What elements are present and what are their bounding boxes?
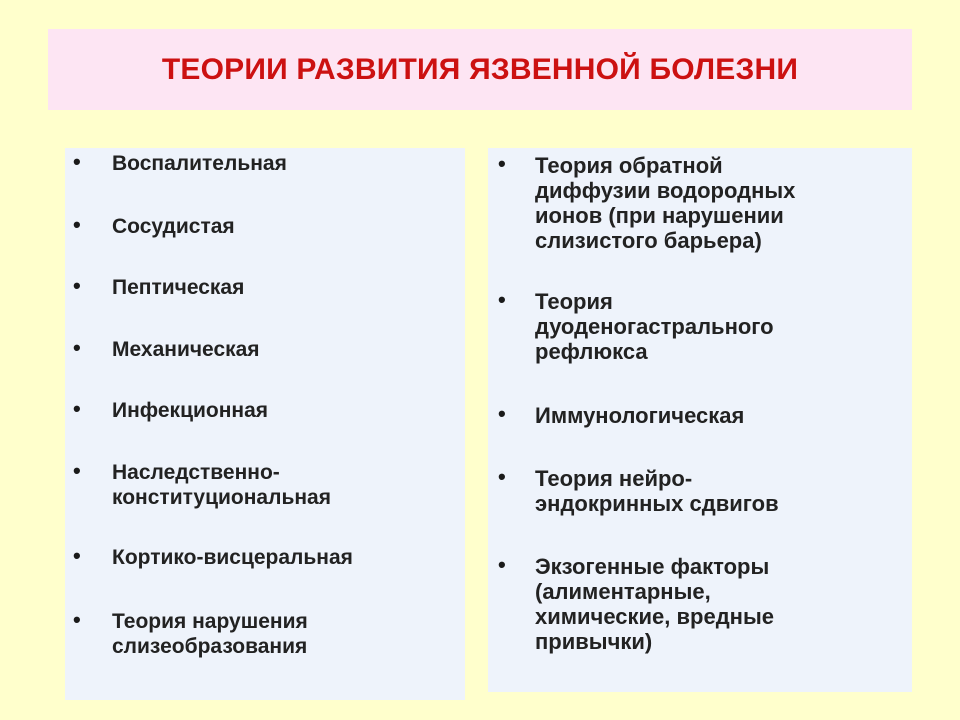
list-item-text: диффузии водородных [535, 178, 796, 203]
list-item-text: дуоденогастрального [535, 314, 774, 339]
bullet-icon: • [73, 396, 81, 421]
list-item-text: Экзогенные факторы [535, 554, 770, 579]
bullet-icon: • [498, 401, 506, 426]
list-item-text: ионов (при нарушении [535, 203, 784, 228]
bullet-icon: • [73, 543, 81, 568]
list-item-text: (алиментарные, [535, 579, 711, 604]
list-item-text: Воспалительная [112, 152, 287, 175]
list-item-text: Теория [535, 289, 613, 314]
bullet-icon: • [73, 273, 81, 298]
bullet-icon: • [73, 212, 81, 237]
list-item-text: Пептическая [112, 276, 245, 299]
list-item-text: Теория обратной [535, 153, 723, 178]
list-item-text: Кортико-висцеральная [112, 546, 353, 569]
list-item-text: Иммунологическая [535, 403, 745, 428]
bullet-icon: • [498, 552, 506, 577]
bullet-icon: • [73, 335, 81, 360]
list-item-text: слизеобразования [112, 635, 308, 658]
list-item-text: привычки) [535, 629, 653, 654]
title-banner [48, 29, 912, 110]
bullet-icon: • [498, 287, 506, 312]
list-item-text: конституциональная [112, 486, 331, 509]
list-item-text: химические, вредные [535, 604, 774, 629]
bullet-icon: • [73, 149, 81, 174]
left-theories-panel [65, 148, 465, 700]
list-item-text: Теория нарушения [112, 610, 308, 633]
bullet-icon: • [73, 607, 81, 632]
list-item-text: Наследственно- [112, 461, 280, 484]
list-item-text: Теория нейро- [535, 466, 693, 491]
bullet-icon: • [498, 464, 506, 489]
list-item-text: слизистого барьера) [535, 228, 762, 253]
list-item-text: Сосудистая [112, 215, 235, 238]
list-item-text: рефлюкса [535, 339, 648, 364]
slide-title: ТЕОРИИ РАЗВИТИЯ ЯЗВЕННОЙ БОЛЕЗНИ [161, 52, 799, 86]
list-item-text: Инфекционная [112, 399, 269, 422]
bullet-icon: • [498, 151, 506, 176]
list-item-text: эндокринных сдвигов [535, 491, 779, 516]
right-theories-panel [488, 148, 912, 692]
bullet-icon: • [73, 458, 81, 483]
list-item-text: Механическая [112, 338, 260, 361]
